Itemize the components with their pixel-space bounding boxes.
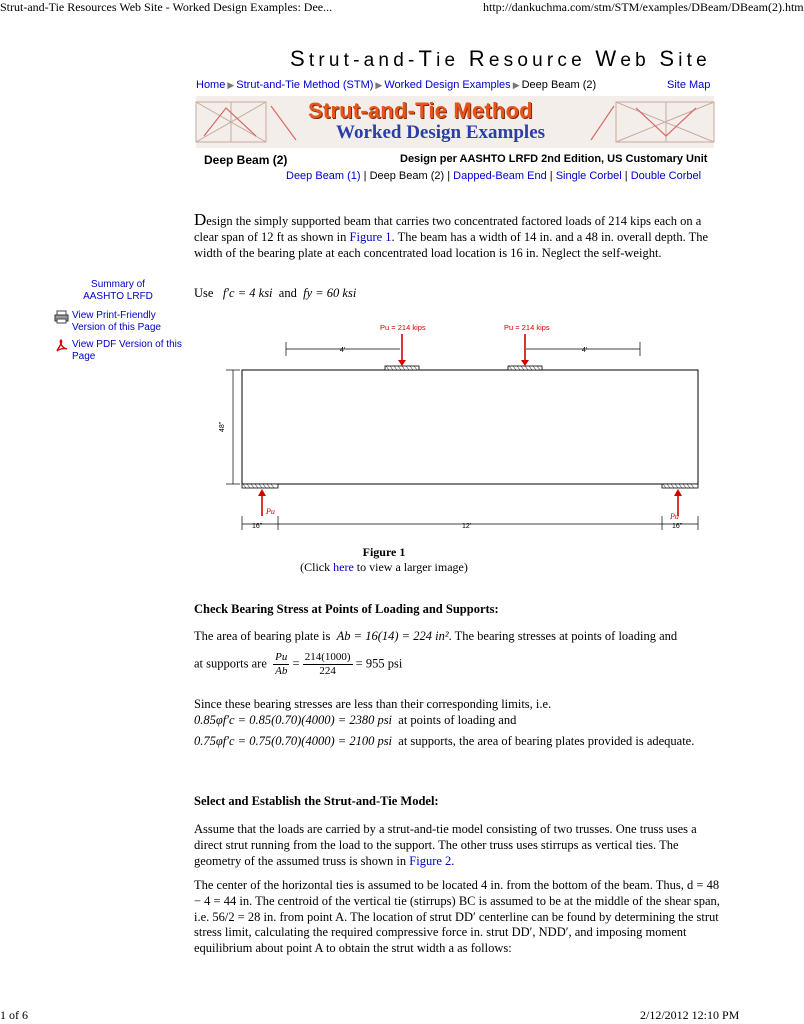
site-title-part: T (418, 46, 437, 71)
dim-right-label: 4' (582, 347, 588, 354)
breadcrumb-arrow-icon: ▶ (512, 80, 520, 90)
intro-paragraph (194, 212, 728, 261)
fraction-numerator: 214(1000) (304, 651, 351, 663)
print-friendly-link[interactable]: View Print-Friendly Version of this Page (72, 310, 161, 333)
section-title: Deep Beam (2) (204, 153, 288, 167)
material-properties (194, 286, 356, 301)
dim-bearing-left-label: 16" (252, 523, 263, 530)
breadcrumb-examples-link[interactable]: Worked Design Examples (384, 79, 511, 91)
example-nav (286, 170, 701, 182)
limit-support (194, 734, 728, 750)
dim-bearing-right-label: 16" (672, 523, 683, 530)
site-title-part: S (659, 46, 679, 71)
reaction-label-left: Pu (266, 507, 275, 516)
nav-separator: | (546, 170, 556, 182)
print-friendly-link-wrap (72, 310, 182, 334)
bearing-heading: Check Bearing Stress at Points of Loading and Supports: (194, 602, 499, 616)
figure-caption: Figure 1 (362, 545, 406, 559)
summary-aashto-link[interactable]: Summary of AASHTO LRFD (83, 279, 153, 302)
breadcrumb-home-link[interactable]: Home (196, 79, 226, 91)
intro-text-post: . The beam has a width of 14 in. and a 48 in. overall depth. The width of the bearing plate at each concentrated load location is 16 in. Neglect the self-weight. (194, 229, 709, 260)
nav-separator: | (444, 170, 454, 182)
figure-click-pre: (Click (300, 560, 334, 574)
reaction-label-right: Pu (670, 512, 679, 521)
print-header-title: Strut-and-Tie Resources Web Site - Worked Design Examples: Dee... (0, 0, 333, 14)
nav-separator: | (621, 170, 631, 182)
top-bearing-plate-right (508, 366, 542, 370)
pdf-link-wrap (72, 339, 182, 363)
site-title-part: ie (436, 50, 469, 71)
center-paragraph: The center of the horizontal ties is assumed to be located 4 in. from the bottom of the beam. Thus, d = 48 − 4 = 44 in. The centroid of the vertical tie (stirrups) BC is assumed to be at the middle of the shear span, i.e. 56/2 = 28 in. from point A. The location of strut DD′ centerline can be found by determining the strut stress limit, calculating the required compressive force in. strut DD′, NDD′, and imposing moment equilibrium about point A to obtain the strut width a as follows: (194, 878, 720, 956)
banner (196, 96, 714, 148)
load-label-right: Pu = 214 kips (504, 323, 550, 332)
since-paragraph: Since these bearing stresses are less than their corresponding limits, i.e. (194, 697, 552, 711)
site-title-part: ite (678, 50, 711, 71)
limit-support-eq: 0.75φf′c = 0.75(0.70)(4000) = 2100 psi (194, 734, 393, 748)
banner-subtitle: Worked Design Examples (336, 122, 546, 143)
and-label: and (278, 286, 297, 300)
stress-result: = 955 psi (355, 656, 403, 671)
use-label: Use (194, 286, 214, 300)
dim-span-label: 12' (462, 523, 472, 530)
nav-single-corbel[interactable]: Single Corbel (555, 170, 622, 182)
breadcrumb-arrow-icon: ▶ (227, 80, 235, 90)
site-title-part: W (595, 46, 621, 71)
site-title (290, 46, 711, 72)
site-title-part: trut-and- (308, 50, 419, 71)
limit-support-text: at supports, the area of bearing plates provided is adequate. (398, 734, 695, 748)
select-heading: Select and Establish the Strut-and-Tie Model: (194, 794, 439, 808)
site-title-part: esource (488, 50, 596, 71)
dim-height-label: 48" (219, 421, 226, 432)
support-paragraph: at supports are $\frac{Pu}{Ab}$ = $\frac{214(1000)}{224}$ = 955 psi (194, 651, 403, 677)
nav-dapped-beam-end[interactable]: Dapped-Beam End (453, 170, 547, 182)
page-number: 1 of 6 (0, 1008, 28, 1022)
figure-1-link[interactable]: Figure 1 (349, 229, 392, 244)
assume-pre: Assume that the loads are carried by a strut-and-tie model consisting of two trusses. One truss uses a direct strut running from the load to the support. The other truss uses stirrups as vertical ties. The geometry of the assumed truss is shown in (194, 822, 697, 868)
stress-fraction-values (303, 651, 353, 678)
site-title-part: R (468, 46, 489, 71)
nav-deep-beam-1[interactable]: Deep Beam (1) (286, 170, 361, 182)
site-map-link[interactable]: Site Map (667, 79, 711, 91)
design-basis: Design per AASHTO LRFD 2nd Edition, US Customary Unit (400, 153, 708, 165)
nav-double-corbel[interactable]: Double Corbel (630, 170, 702, 182)
banner-title: Strut-and-Tie Method (308, 98, 533, 123)
area-equation: Ab = 16(14) = 224 in² (336, 629, 449, 643)
stress-fraction (273, 651, 289, 678)
fy-equation: fy = 60 ksi (303, 286, 357, 300)
breadcrumb-stm-link[interactable]: Strut-and-Tie Method (STM) (236, 79, 374, 91)
breadcrumb-current: Deep Beam (2) (521, 79, 597, 91)
limit-loading (194, 713, 516, 729)
area-post: . The bearing stresses at points of loading and (448, 629, 678, 643)
fraction-denominator: 224 (319, 665, 336, 677)
site-title-part: eb (620, 50, 660, 71)
support-pre: at supports are (194, 656, 267, 671)
print-datetime: 2/12/2012 12:10 PM (640, 1008, 740, 1022)
print-header-url: http://dankuchma.com/stm/STM/examples/DBeam/DBeam(2).htm (483, 0, 804, 14)
pdf-icon (54, 339, 69, 353)
larger-image-link[interactable]: here (333, 560, 354, 574)
breadcrumb (196, 79, 596, 91)
assume-post: . (451, 853, 455, 868)
fc-equation: f′c = 4 ksi (222, 286, 273, 300)
breadcrumb-arrow-icon: ▶ (375, 80, 383, 90)
figure-click-note (0, 560, 768, 575)
figure-click-post: to view a larger image) (353, 560, 468, 574)
limit-loading-eq: 0.85φf′c = 0.85(0.70)(4000) = 2380 psi (194, 713, 393, 727)
limit-loading-text: at points of loading and (398, 713, 517, 727)
nav-deep-beam-2: Deep Beam (2) (369, 170, 445, 182)
nav-separator: | (360, 170, 370, 182)
assume-paragraph (194, 822, 728, 869)
load-label-left: Pu = 214 kips (380, 323, 426, 332)
dim-left-label: 4' (340, 347, 346, 354)
top-bearing-plate-left (385, 366, 419, 370)
figure-2-link[interactable]: Figure 2 (409, 853, 452, 868)
area-paragraph (194, 629, 728, 645)
pdf-link[interactable]: View PDF Version of this Page (72, 339, 182, 362)
printer-icon (54, 310, 69, 324)
site-title-part: S (290, 46, 309, 71)
intro-text-pre: esign the simply supported beam that carries two concentrated factored loads of 214 kips each on a clear span of 12 ft as shown in (194, 214, 702, 244)
intro-dropcap: D (194, 210, 207, 229)
fraction-numerator: Pu (275, 651, 288, 663)
beam-outline (242, 370, 698, 484)
figure-1-diagram (200, 316, 720, 536)
area-pre: The area of bearing plate is (194, 629, 331, 643)
fraction-denominator: Ab (275, 665, 288, 677)
